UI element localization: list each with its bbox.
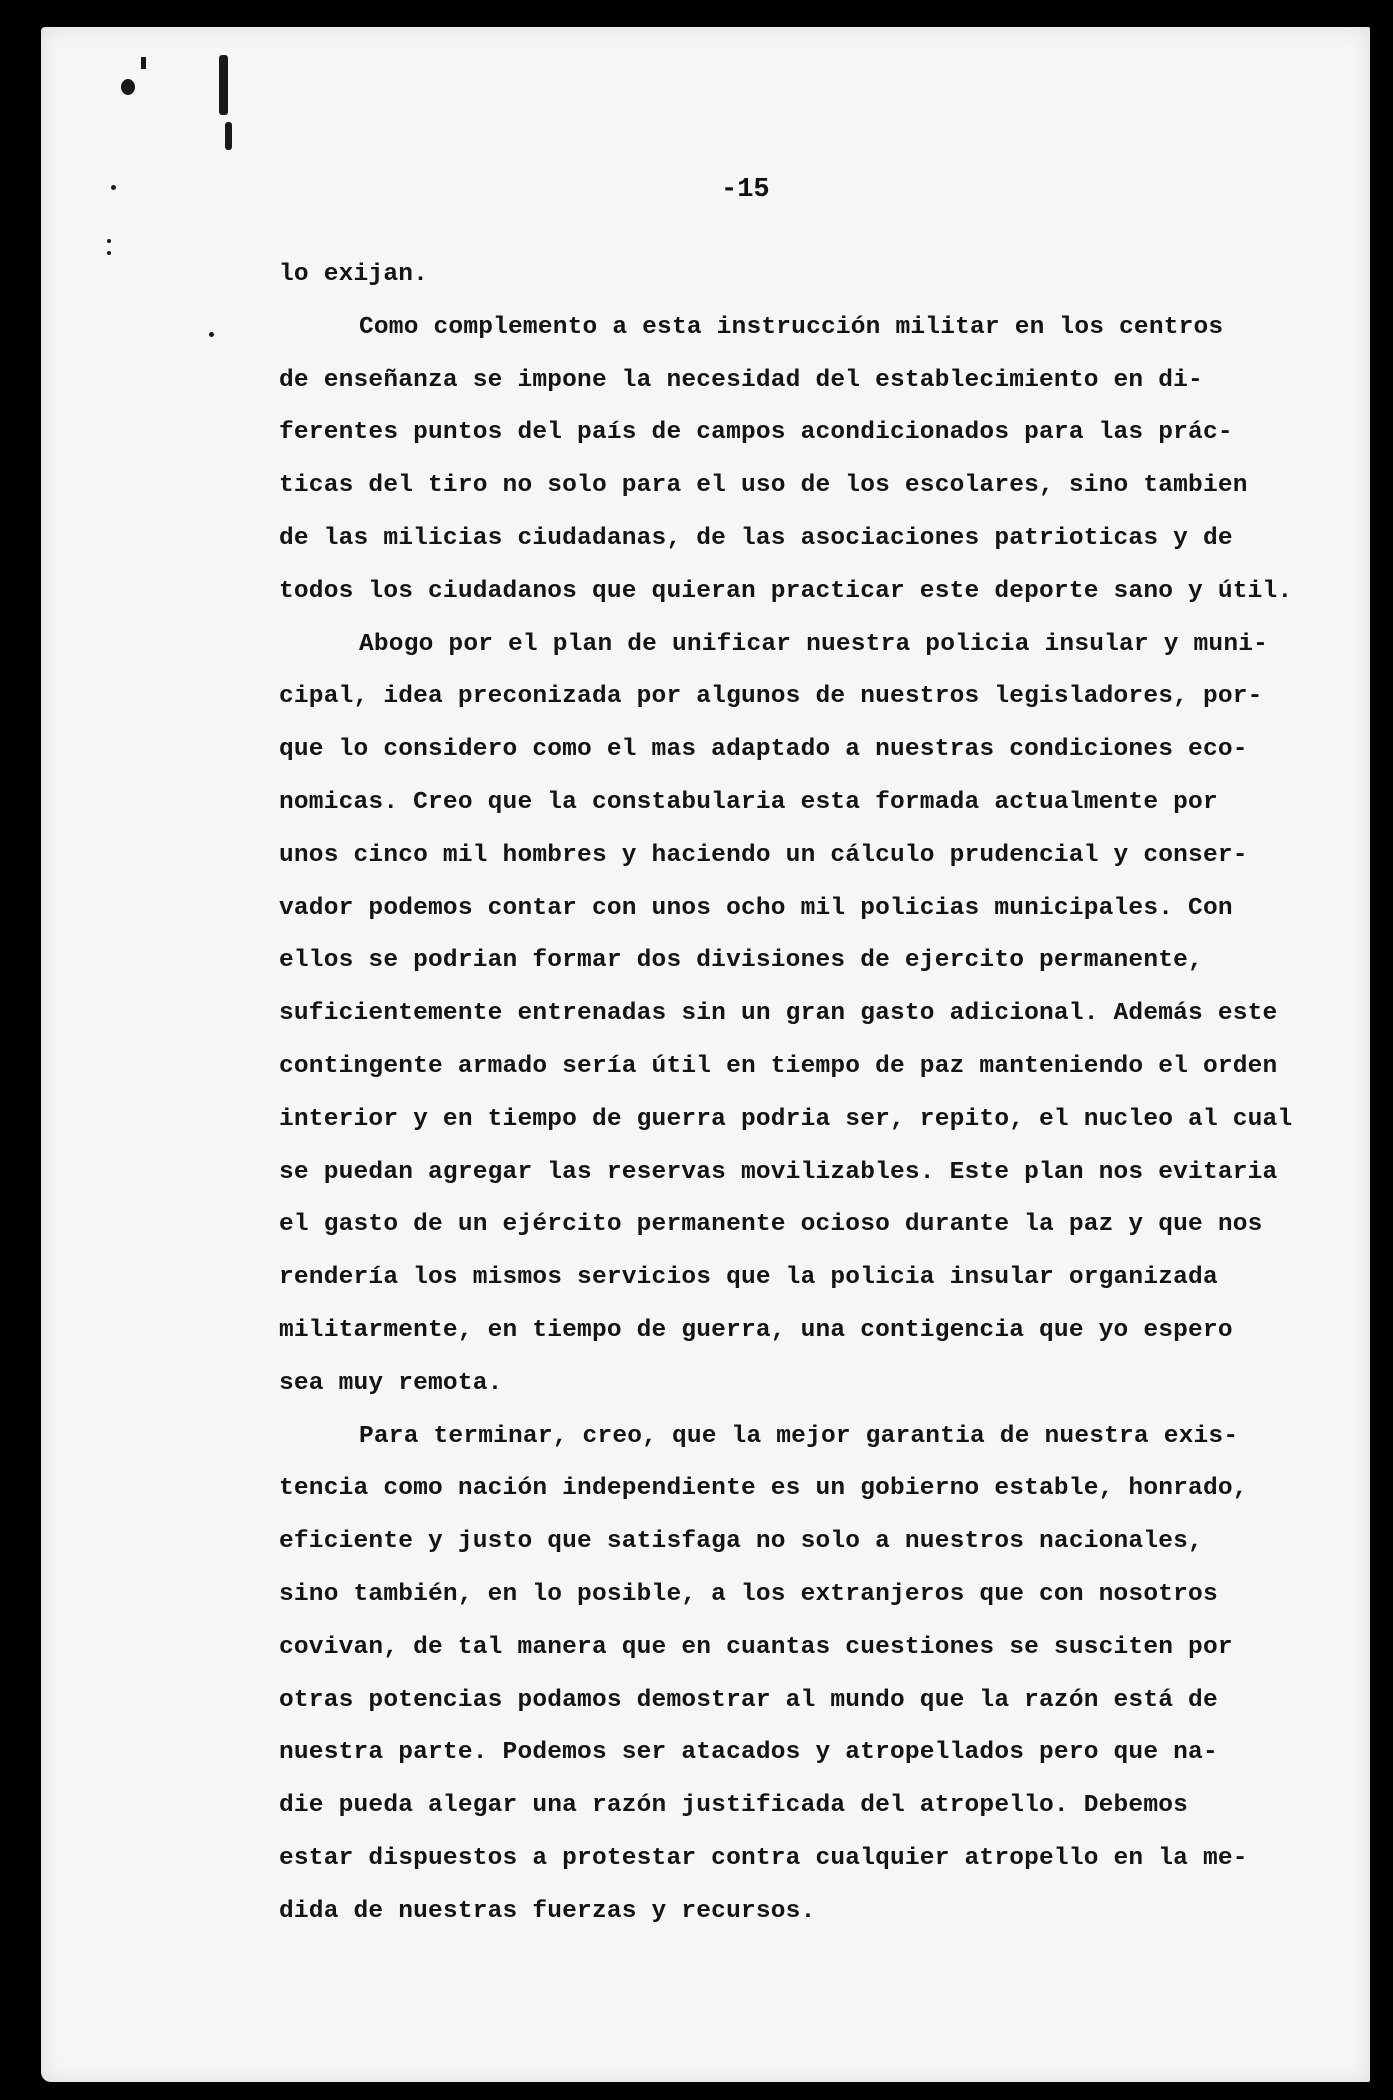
text-line: interior y en tiempo de guerra podria ser, repito, el nucleo al cual <box>279 1105 1293 1133</box>
text-line: Abogo por el plan de unificar nuestra policia insular y muni- <box>359 630 1269 658</box>
text-line: covivan, de tal manera que en cuantas cuestiones se susciten por <box>279 1633 1233 1661</box>
text-line: ticas del tiro no solo para el uso de los escolares, sino tambien <box>279 472 1248 500</box>
text-line: otras potencias podamos demostrar al mundo que la razón está de <box>279 1686 1218 1714</box>
staple-mark <box>219 55 228 115</box>
text-line: nomicas. Creo que la constabularia esta formada actualmente por <box>279 788 1218 816</box>
ink-speck <box>121 79 135 95</box>
text-line: cipal, idea preconizada por algunos de nuestros legisladores, por- <box>279 683 1263 711</box>
text-line: ellos se podrian formar dos divisiones de ejercito permanente, <box>279 947 1203 975</box>
ink-speck <box>107 239 111 243</box>
text-line: sea muy remota. <box>279 1369 503 1397</box>
text-line: suficientemente entrenadas sin un gran gasto adicional. Además este <box>279 1000 1278 1028</box>
text-line: eficiente y justo que satisfaga no solo a nuestros nacionales, <box>279 1528 1203 1556</box>
text-line: dida de nuestras fuerzas y recursos. <box>279 1897 816 1925</box>
text-line: die pueda alegar una razón justificada del atropello. Debemos <box>279 1792 1189 1820</box>
text-line: todos los ciudadanos que quieran practicar este deporte sano y útil. <box>279 577 1293 605</box>
text-line: ferentes puntos del país de campos acondicionados para las prác- <box>279 419 1233 447</box>
text-line: el gasto de un ejército permanente ocioso durante la paz y que nos <box>279 1211 1263 1239</box>
ink-speck <box>107 251 111 255</box>
text-line: Como complemento a esta instrucción militar en los centros <box>359 313 1224 341</box>
body-text <box>279 249 1359 1939</box>
text-line: Para terminar, creo, que la mejor garantia de nuestra exis- <box>359 1422 1239 1450</box>
text-line: rendería los mismos servicios que la policia insular organizada <box>279 1264 1218 1292</box>
document-page <box>41 27 1370 2082</box>
text-line: vador podemos contar con unos ocho mil policias municipales. Con <box>279 894 1233 922</box>
staple-mark <box>225 122 232 150</box>
text-line: que lo considero como el mas adaptado a nuestras condiciones eco- <box>279 736 1248 764</box>
text-line: lo exijan. <box>279 261 429 288</box>
ink-speck <box>209 332 214 337</box>
ink-speck <box>111 185 116 190</box>
text-line: unos cinco mil hombres y haciendo un cálculo prudencial y conser- <box>279 841 1248 869</box>
text-line: de enseñanza se impone la necesidad del establecimiento en di- <box>279 366 1203 394</box>
text-line: estar dispuestos a protestar contra cualquier atropello en la me- <box>279 1844 1248 1872</box>
text-line: militarmente, en tiempo de guerra, una contigencia que yo espero <box>279 1316 1233 1344</box>
text-line: se puedan agregar las reservas movilizables. Este plan nos evitaria <box>279 1158 1278 1186</box>
text-line: nuestra parte. Podemos ser atacados y atropellados pero que na- <box>279 1739 1218 1767</box>
page-number: -15 <box>721 175 770 205</box>
text-line: tencia como nación independiente es un gobierno estable, honrado, <box>279 1475 1248 1503</box>
text-line: de las milicias ciudadanas, de las asociaciones patrioticas y de <box>279 524 1233 552</box>
text-line: contingente armado sería útil en tiempo de paz manteniendo el orden <box>279 1052 1278 1080</box>
ink-speck <box>141 57 146 69</box>
text-line: sino también, en lo posible, a los extranjeros que con nosotros <box>279 1580 1218 1608</box>
